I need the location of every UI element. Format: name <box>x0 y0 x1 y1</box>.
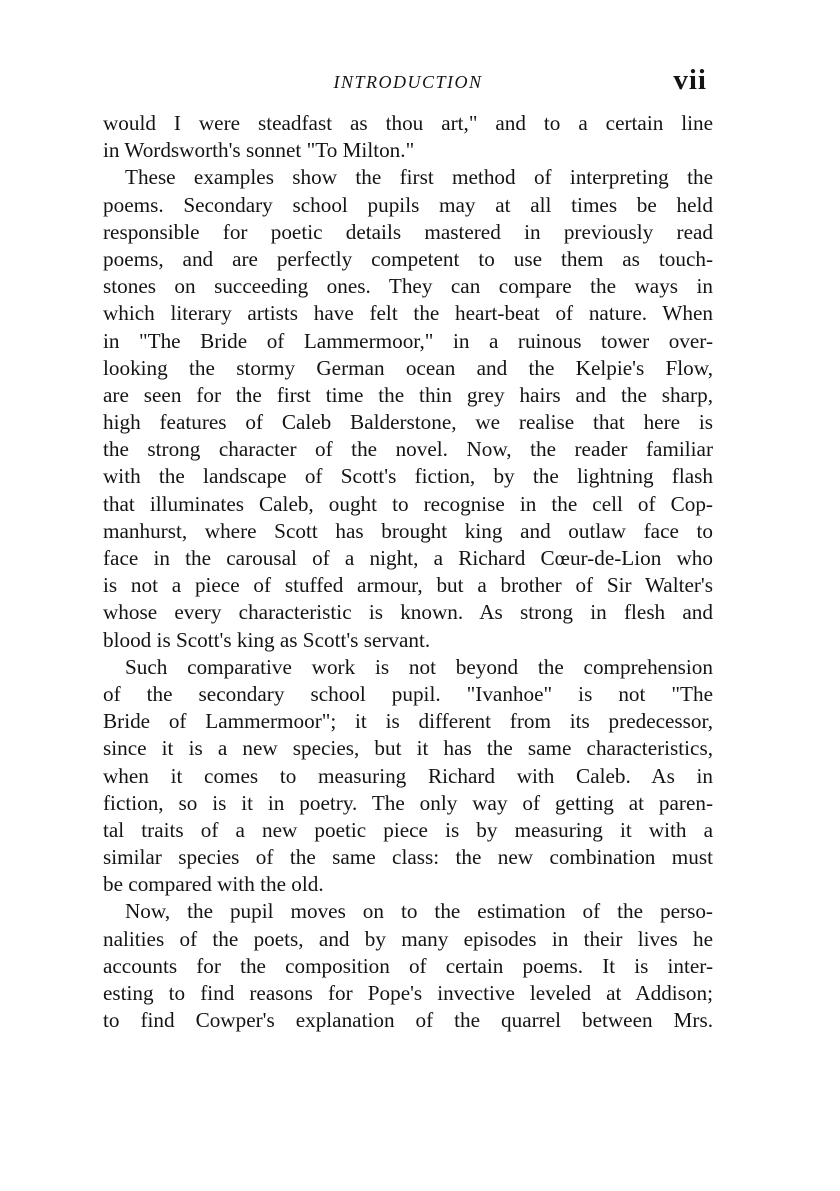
text-line: with the landscape of Scott's fiction, by the lightning flash <box>103 464 713 489</box>
text-line: nalities of the poets, and by many episodes in their lives he <box>103 926 713 951</box>
text-line: These examples show the first method of interpreting the <box>125 165 713 190</box>
text-line: high features of Caleb Balderstone, we realise that here is <box>103 410 713 435</box>
section-title: INTRODUCTION <box>333 72 483 92</box>
text-line: which literary artists have felt the heart-beat of nature. When <box>103 301 713 326</box>
body-text <box>103 110 713 1034</box>
text-line: similar species of the same class: the new combination must <box>103 845 713 870</box>
text-line: when it comes to measuring Richard with Caleb. As in <box>103 763 713 788</box>
text-line: of the secondary school pupil. "Ivanhoe" is not "The <box>103 681 713 706</box>
text-line: in "The Bride of Lammermoor," in a ruinous tower over- <box>103 328 713 353</box>
running-header <box>103 64 713 110</box>
text-line: in Wordsworth's sonnet "To Milton." <box>103 138 415 163</box>
text-line: poems. Secondary school pupils may at all times be held <box>103 192 713 217</box>
text-line: manhurst, where Scott has brought king and outlaw face to <box>103 518 713 543</box>
text-line: be compared with the old. <box>103 872 324 897</box>
text-line: would I were steadfast as thou art," and to a certain line <box>103 111 713 135</box>
text-line: Bride of Lammermoor"; it is different from its predecessor, <box>103 709 713 734</box>
text-line: Now, the pupil moves on to the estimation of the perso- <box>125 899 713 924</box>
text-line: is not a piece of stuffed armour, but a brother of Sir Walter's <box>103 573 713 598</box>
text-line: to find Cowper's explanation of the quarrel between Mrs. <box>103 1008 713 1033</box>
text-line: responsible for poetic details mastered in previously read <box>103 219 713 244</box>
text-line: esting to find reasons for Pope's invective leveled at Addison; <box>103 981 713 1005</box>
text-line: fiction, so is it in poetry. The only way of getting at paren- <box>103 790 713 815</box>
text-line: blood is Scott's king as Scott's servant. <box>103 627 431 652</box>
text-line: tal traits of a new poetic piece is by measuring it with a <box>103 817 713 842</box>
text-line: whose every characteristic is known. As strong in flesh and <box>103 600 713 625</box>
text-line: stones on succeeding ones. They can compare the ways in <box>103 274 713 299</box>
text-line: since it is a new species, but it has the same characteristics, <box>103 736 713 761</box>
book-page <box>103 64 713 1034</box>
text-line: the strong character of the novel. Now, the reader familiar <box>103 437 713 462</box>
text-line: looking the stormy German ocean and the Kelpie's Flow, <box>103 355 713 380</box>
text-line: face in the carousal of a night, a Richard Cœur-de-Lion who <box>103 546 713 570</box>
text-line: Such comparative work is not beyond the comprehension <box>125 654 713 679</box>
page-number: vii <box>673 64 707 96</box>
text-line: that illuminates Caleb, ought to recognise in the cell of Cop- <box>103 491 713 516</box>
text-line: poems, and are perfectly competent to use them as touch- <box>103 246 713 271</box>
text-line: accounts for the composition of certain poems. It is inter- <box>103 953 713 978</box>
text-line: are seen for the first time the thin grey hairs and the sharp, <box>103 382 713 407</box>
